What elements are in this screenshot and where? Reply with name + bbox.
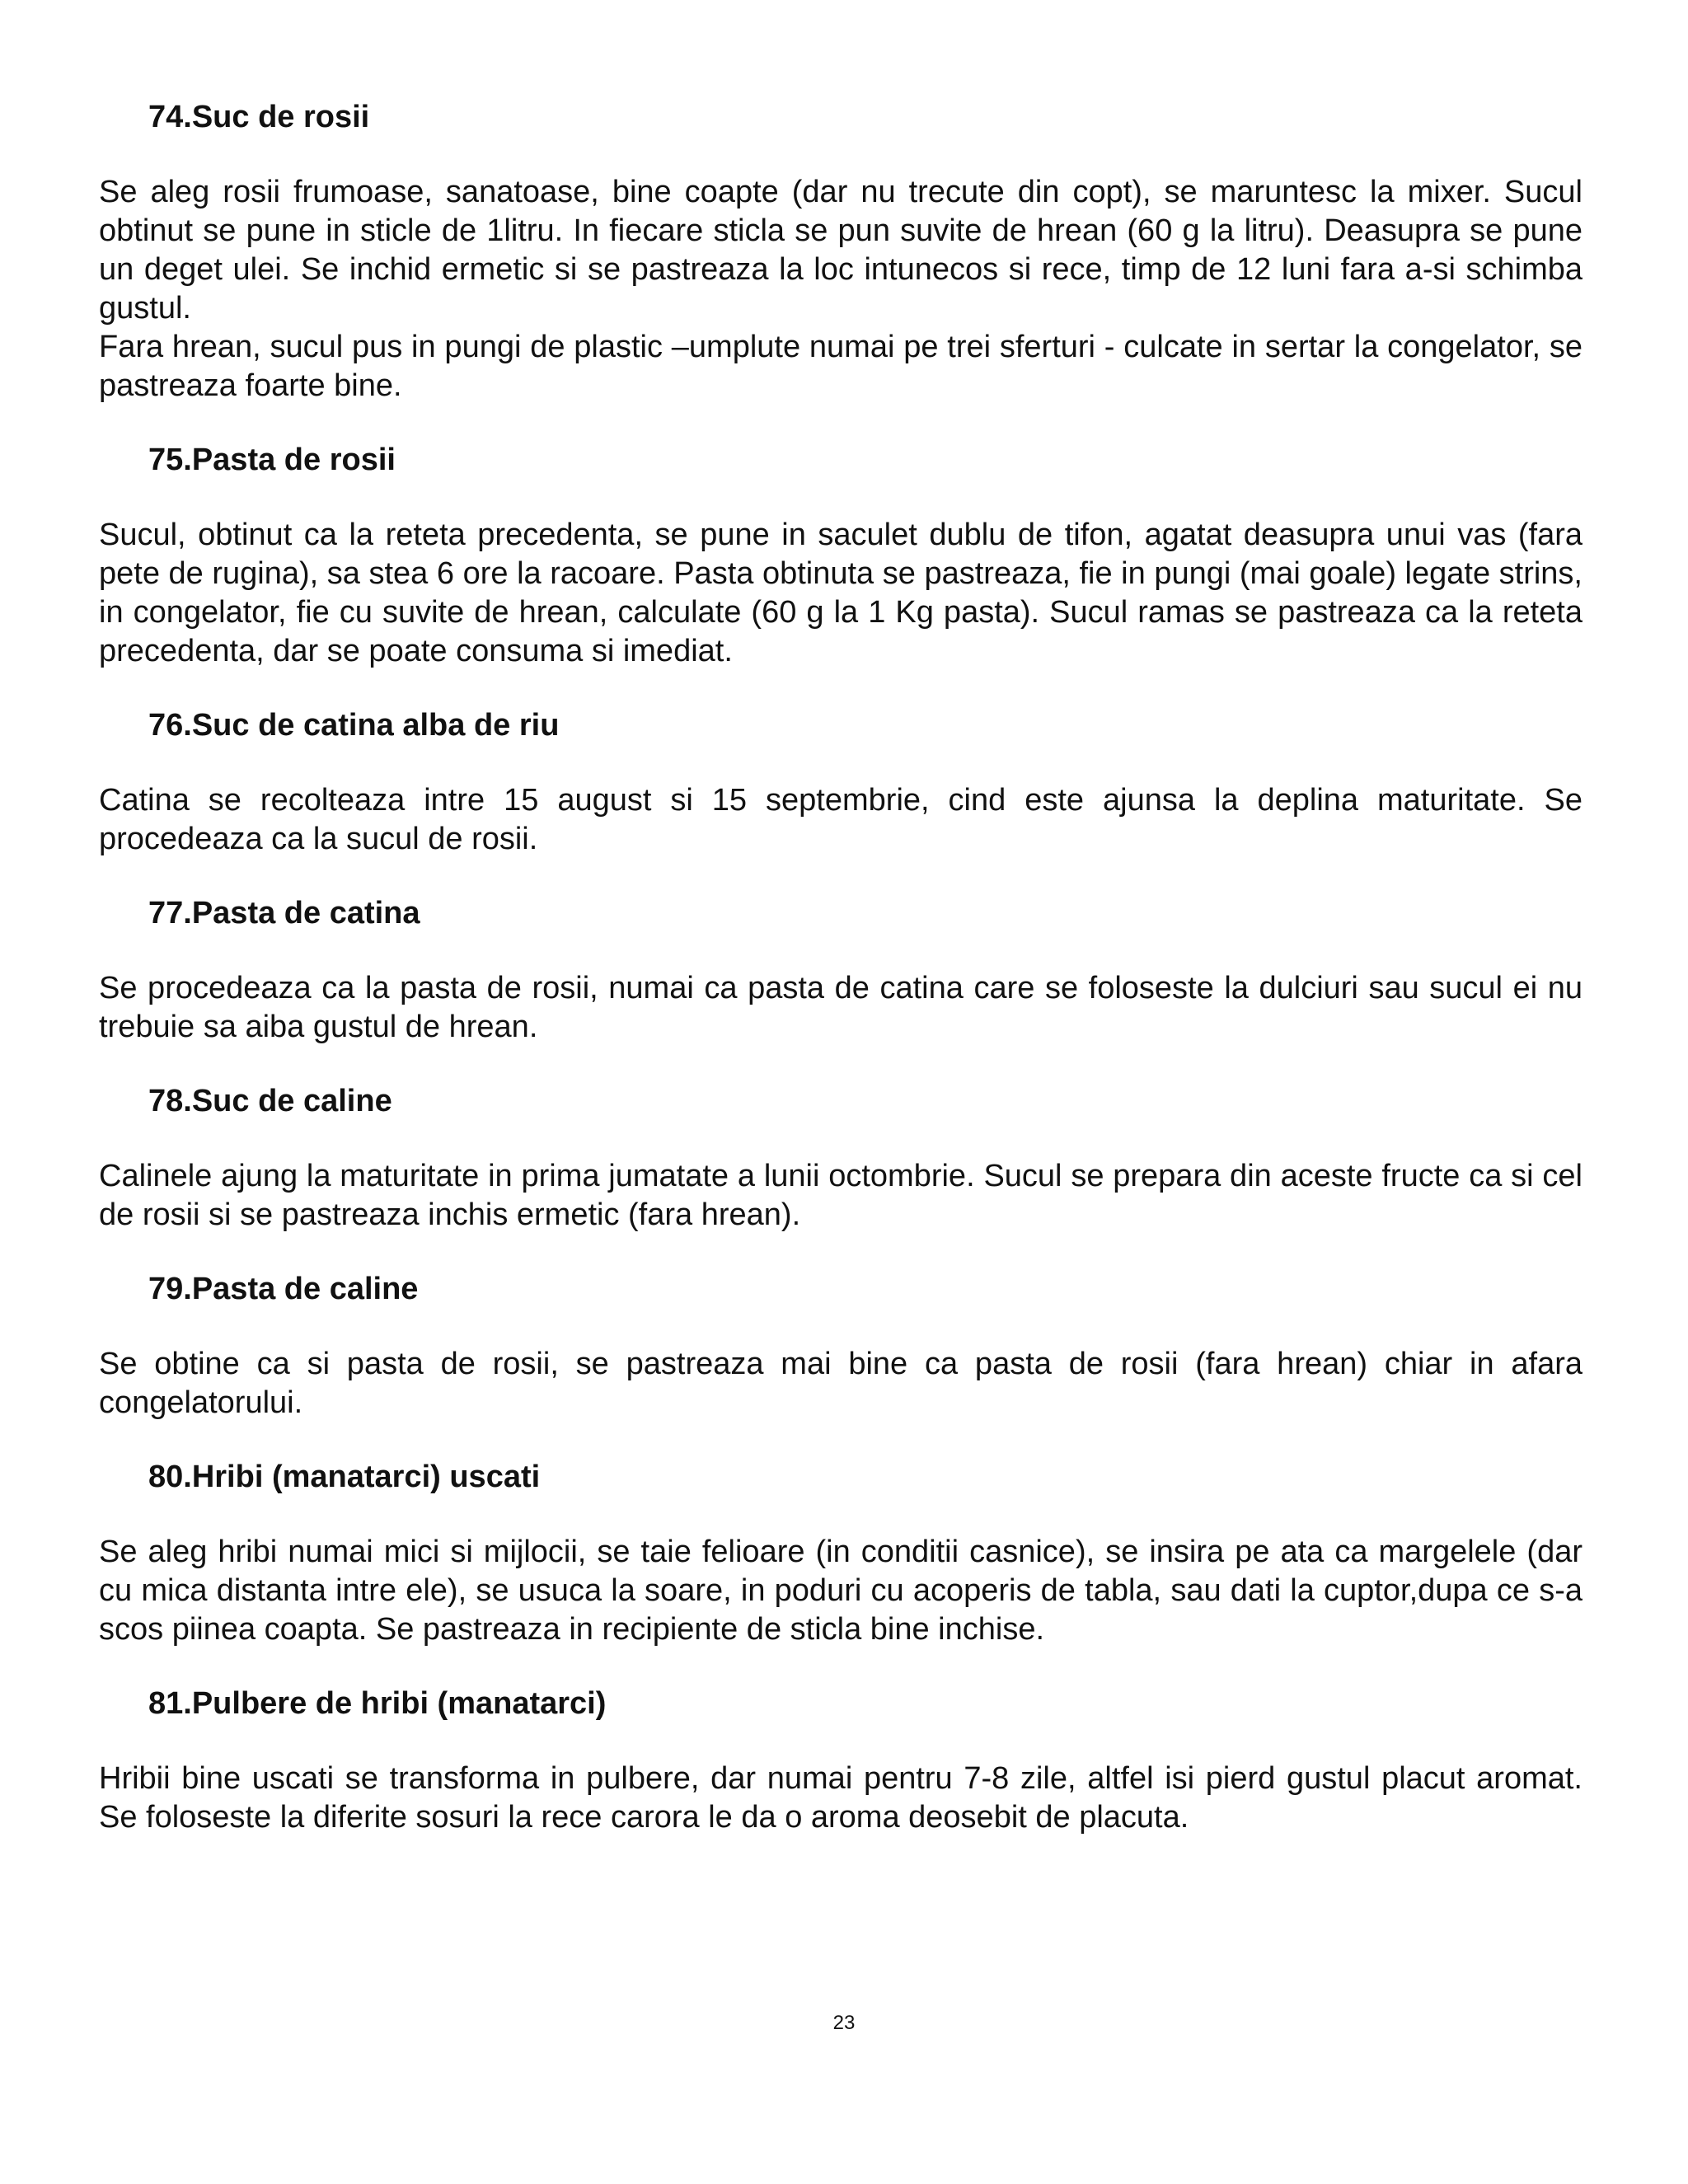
recipe-78	[99, 1081, 1582, 1235]
recipe-title: 76.Suc de catina alba de riu	[148, 708, 560, 743]
recipe-title: 81.Pulbere de hribi (manatarci)	[148, 1686, 607, 1721]
recipe-79	[99, 1269, 1582, 1422]
recipe-paragraph: Se aleg rosii frumoase, sanatoase, bine coapte (dar nu trecute din copt), se maruntesc la mixer. Sucul obtinut se pune in sticle de 1litru. In fiecare sticla se pun suvite de hrean (60 g la litru). Deasupra se pune un deget ulei. Se inchid ermetic si se pastreaza la loc intunecos si rece, timp de 12 luni fara a-si schimba gustul.	[99, 175, 1582, 326]
recipe-paragraph: Se obtine ca si pasta de rosii, se pastreaza mai bine ca pasta de rosii (fara hrean) chiar in afara congelatorului.	[99, 1347, 1582, 1420]
recipe-76	[99, 705, 1582, 859]
recipe-paragraph: Hribii bine uscati se transforma in pulbere, dar numai pentru 7-8 zile, altfel isi pierd gustul placut aromat. Se foloseste la diferite sosuri la rece carora le da o aroma deosebit de placuta.	[99, 1761, 1582, 1835]
recipe-80	[99, 1457, 1582, 1649]
recipe-paragraph: Sucul, obtinut ca la reteta precedenta, se pune in saculet dublu de tifon, agatat deasupra unui vas (fara pete de rugina), sa stea 6 ore la racoare. Pasta obtinuta se pastreaza, fie in pungi (mai goale) legate strins, in congelator, fie cu suvite de hrean, calculate (60 g la 1 Kg pasta). Sucul ramas se pastreaza ca la reteta precedenta, dar se poate consuma si imediat.	[99, 518, 1582, 668]
recipe-paragraph: Catina se recolteaza intre 15 august si 15 septembrie, cind este ajunsa la deplina maturitate. Se procedeaza ca la sucul de rosii.	[99, 783, 1582, 856]
recipe-body	[99, 1157, 1582, 1235]
recipe-body	[99, 516, 1582, 671]
recipe-74	[99, 97, 1582, 405]
recipe-title: 80.Hribi (manatarci) uscati	[148, 1460, 541, 1494]
recipe-paragraph: Fara hrean, sucul pus in pungi de plastic –umplute numai pe trei sferturi - culcate in sertar la congelator, se pastreaza foarte bine.	[99, 330, 1582, 403]
recipe-title: 74.Suc de rosii	[148, 100, 370, 134]
recipe-77	[99, 893, 1582, 1047]
recipe-body	[99, 1345, 1582, 1422]
recipe-title: 75.Pasta de rosii	[148, 443, 396, 477]
recipe-81	[99, 1684, 1582, 1837]
recipe-paragraph: Calinele ajung la maturitate in prima jumatate a lunii octombrie. Sucul se prepara din aceste fructe ca si cel de rosii si se pastreaza inchis ermetic (fara hrean).	[99, 1159, 1582, 1232]
recipe-body	[99, 781, 1582, 859]
recipe-75	[99, 440, 1582, 671]
recipe-paragraph: Se procedeaza ca la pasta de rosii, numai ca pasta de catina care se foloseste la dulciuri sau sucul ei nu trebuie sa aiba gustul de hrean.	[99, 971, 1582, 1044]
page-number: 23	[832, 2012, 856, 2034]
recipe-title: 78.Suc de caline	[148, 1084, 392, 1118]
recipe-body	[99, 1760, 1582, 1837]
recipe-paragraph: Se aleg hribi numai mici si mijlocii, se taie felioare (in conditii casnice), se insira pe ata ca margelele (dar cu mica distanta intre ele), se usuca la soare, in poduri cu acoperis de tabla, sau dati la cuptor,dupa ce s-a scos piinea coapta. Se pastreaza in recipiente de sticla bine inchise.	[99, 1535, 1582, 1647]
recipe-body	[99, 1533, 1582, 1649]
recipe-title: 77.Pasta de catina	[148, 896, 420, 930]
recipe-title: 79.Pasta de caline	[148, 1272, 419, 1306]
recipe-body	[99, 173, 1582, 405]
recipe-body	[99, 969, 1582, 1047]
document-page	[99, 97, 1582, 1872]
